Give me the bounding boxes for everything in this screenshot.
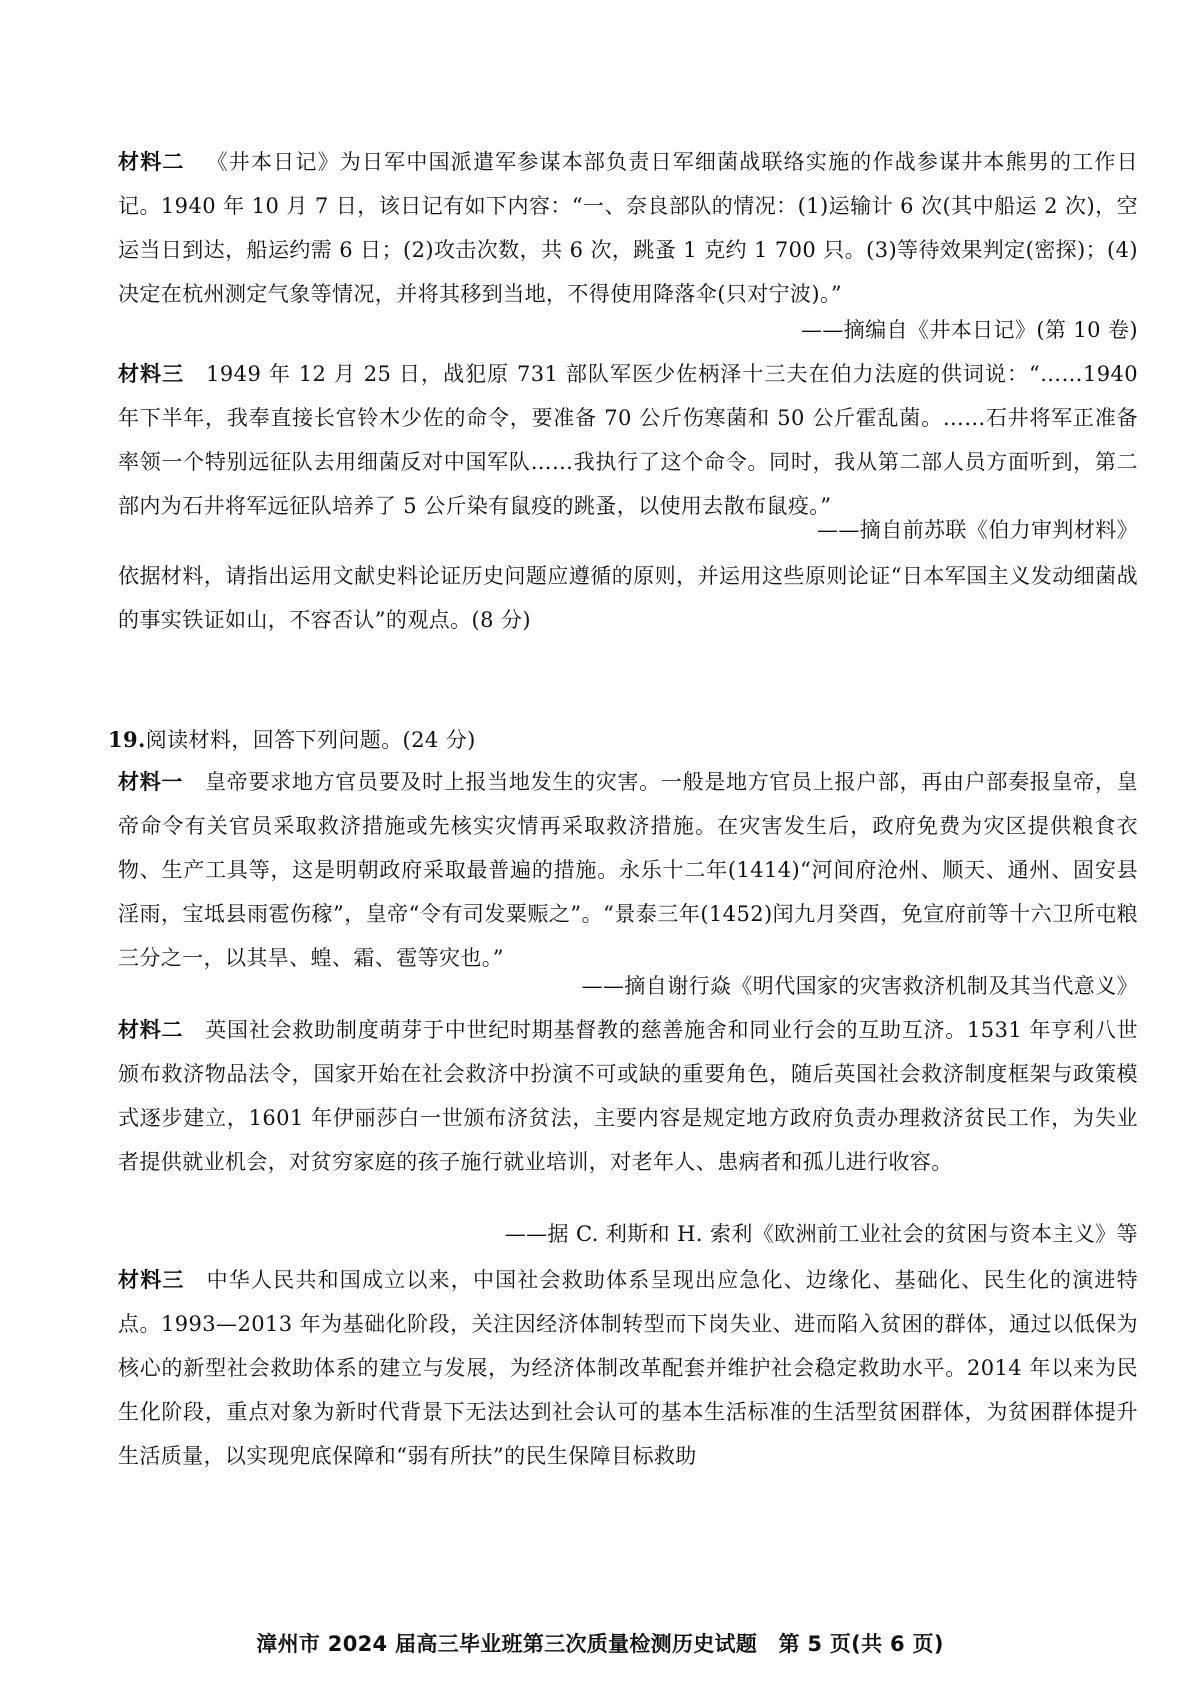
page-footer: 漳州市 2024 届高三毕业班第三次质量检测历史试题 第 5 页(共 6 页) xyxy=(256,1632,944,1656)
q18-material-3-source: ——摘自前苏联《伯力审判材料》 xyxy=(817,518,1138,542)
material-label: 材料三 xyxy=(118,1267,185,1292)
material-text: 中华人民共和国成立以来，中国社会救助体系呈现出应急化、边缘化、基础化、民生化的演进特点。1993—2013 年为基础化阶段，关注因经济体制转型而下岗失业、进而陷入贫困的群体，通过以低保为核心的新型社会救助体系的建立与发展，为经济体制改革配套并维护社会稳定救助水平。2014 年以来为民生化阶段，重点对象为新时代背景下无法达到社会认可的基本生活标准的生活型贫困群体，为贫困群体提升生活质量，以实现兜底保障和“弱有所扶”的民生保障目标救助 xyxy=(118,1268,1139,1468)
material-label: 材料一 xyxy=(118,769,184,794)
material-text: 英国社会救助制度萌芽于中世纪时期基督教的慈善施舍和同业行会的互助互济。1531 年亨利八世颁布救济物品法令，国家开始在社会救济中扮演不可或缺的重要角色，随后英国社会救济制度框架与政策模式逐步建立，1601 年伊丽莎白一世颁布济贫法，主要内容是规定地方政府负责办理救济贫民工作，为失业者提供就业机会，对贫穷家庭的孩子施行就业培训，对老年人、患病者和孤儿进行收容。 xyxy=(118,1018,1138,1174)
material-text: 《井本日记》为日军中国派遣军参谋本部负责日军细菌战联络实施的作战参谋井本熊男的工作日记。1940 年 10 月 7 日，该日记有如下内容：“一、奈良部队的情况：(1)运输计 6 次(其中船运 2 次)，空运当日到达，船运约需 6 日；(2)攻击次数，共 6 次，跳蚤 1 克约 1 700 只。(3)等待效果判定(密探)；(4)决定在杭州测定气象等情况，并将其移到当地，不得使用降落伞(只对宁波)。” xyxy=(118,150,1139,306)
q19-material-2-source: ——据 C. 利斯和 H. 索利《欧洲前工业社会的贫困与资本主义》等 xyxy=(504,1222,1138,1246)
q19-header xyxy=(108,718,1128,762)
q18-material-2 xyxy=(118,140,1138,316)
material-label: 材料二 xyxy=(118,149,185,174)
q19-material-2 xyxy=(118,1008,1138,1184)
q18-material-3 xyxy=(118,352,1138,528)
material-label: 材料三 xyxy=(118,361,185,386)
material-text: 1949 年 12 月 25 日，战犯原 731 部队军医少佐柄泽十三夫在伯力法庭的供词说：“……1940 年下半年，我奉直接长官铃木少佐的命令，要准备 70 公斤伤寒菌和 50 公斤霍乱菌。……石井将军正准备率领一个特别远征队去用细菌反对中国军队……我执行了这个命令。同时，我从第二部人员方面听到，第二部内为石井将军远征队培养了 5 公斤染有鼠疫的跳蚤，以使用去散布鼠疫。” xyxy=(118,362,1138,518)
material-label: 材料二 xyxy=(118,1017,184,1042)
q19-material-3 xyxy=(118,1258,1138,1478)
q19-material-1-source: ——摘自谢行焱《明代国家的灾害救济机制及其当代意义》 xyxy=(581,974,1138,998)
q19-material-1 xyxy=(118,760,1138,980)
q18-question: 依据材料，请指出运用文献史料论证历史问题应遵循的原则，并运用这些原则论证“日本军国主义发动细菌战的事实铁证如山，不容否认”的观点。(8 分) xyxy=(118,564,1138,632)
q18-material-2-source: ——摘编自《井本日记》(第 10 卷) xyxy=(800,318,1138,342)
question-number: 19. xyxy=(108,727,146,752)
question-instruction: 阅读材料，回答下列问题。(24 分) xyxy=(145,728,476,752)
material-text: 皇帝要求地方官员要及时上报当地发生的灾害。一般是地方官员上报户部，再由户部奏报皇帝，皇帝命令有关官员采取救济措施或先核实灾情再采取救济措施。在灾害发生后，政府免费为灾区提供粮食衣物、生产工具等，这是明朝政府采取最普遍的措施。永乐十二年(1414)“河间府沧州、顺天、通州、固安县淫雨，宝坻县雨雹伤稼”，皇帝“令有司发粟赈之”。“景泰三年(1452)闰九月癸酉，免宣府前等十六卫所屯粮三分之一，以其旱、蝗、霜、雹等灾也。” xyxy=(118,770,1138,970)
